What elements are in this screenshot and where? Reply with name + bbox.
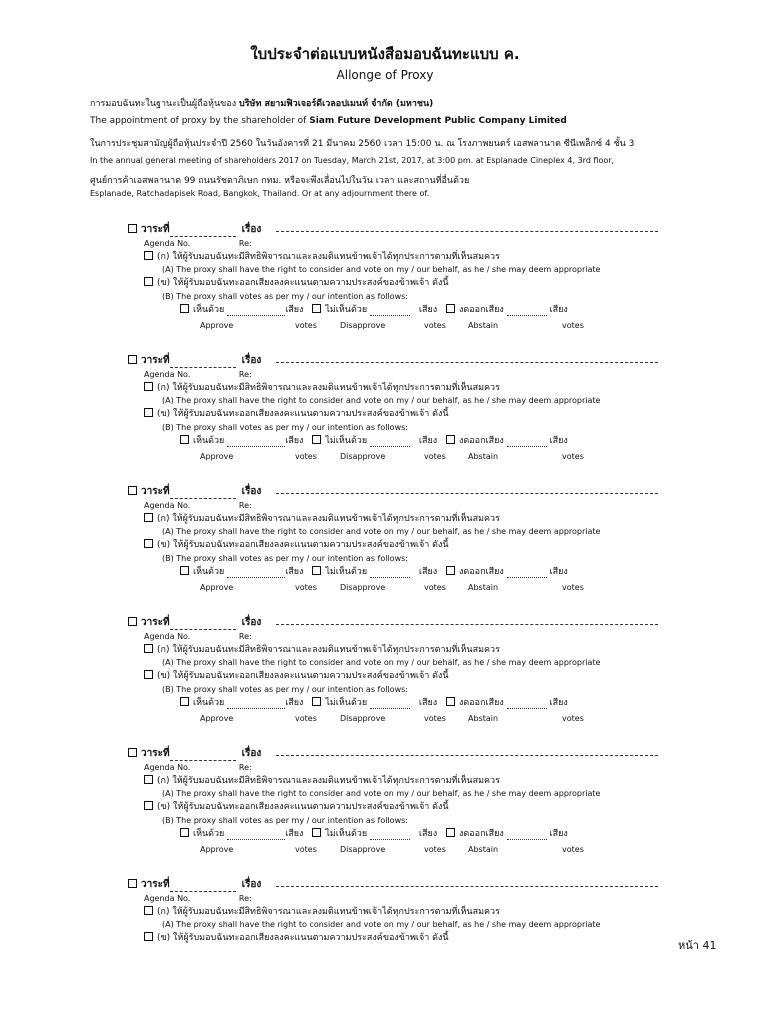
agenda-block — [128, 877, 658, 997]
re-field[interactable] — [276, 755, 658, 756]
agenda-line — [128, 746, 658, 761]
agenda-checkbox[interactable] — [128, 748, 137, 757]
option-a-checkbox[interactable] — [144, 775, 153, 784]
approve-votes-field[interactable] — [227, 438, 285, 447]
header-line-th-venue: ศูนย์การค้าเอสพลานาด 99 ถนนรัชดาภิเษก กทม. หรือจะพึงเลื่อนไปในวัน เวลา และสถานที่อื่นด้วย — [90, 176, 470, 186]
approve-en: Approve — [200, 321, 234, 330]
vote-row: เห็นด้วย เสียง ไม่เห็นด้วย เสียง งดออกเสียง เสียง — [180, 695, 568, 709]
agenda-block — [128, 353, 658, 473]
agenda-label: วาระที่ — [141, 224, 170, 235]
agenda-number-field[interactable] — [170, 489, 236, 499]
disapprove-checkbox[interactable] — [312, 304, 321, 313]
agenda-number-field[interactable] — [170, 620, 236, 630]
header-line-en-shareholder: The appointment of proxy by the shareholder of Siam Future Development Public Company Limited — [90, 116, 567, 126]
option-a-en: (A) The proxy shall have the right to consider and vote on my / our behalf, as he / she may deem appropriate — [162, 527, 601, 536]
approve-votes-field[interactable] — [227, 831, 285, 840]
agenda-line — [128, 877, 658, 892]
option-b: (ข) ให้ผู้รับมอบฉันทะออกเสียงลงคะแนนตามความประสงค์ของข้าพเจ้า ดังนี้ — [144, 668, 449, 682]
abstain-checkbox[interactable] — [446, 304, 455, 313]
disapprove-votes-field[interactable] — [370, 569, 410, 578]
vote-row: เห็นด้วย เสียง ไม่เห็นด้วย เสียง งดออกเสียง เสียง — [180, 302, 568, 316]
agenda-number-field[interactable] — [170, 227, 236, 237]
option-a-en: (A) The proxy shall have the right to consider and vote on my / our behalf, as he / she may deem appropriate — [162, 265, 601, 274]
agenda-line — [128, 222, 658, 237]
option-b-en: (B) The proxy shall votes as per my / our intention as follows: — [162, 554, 408, 563]
votes-en: votes — [424, 452, 446, 461]
header-line-en-meeting: In the annual general meeting of shareholders 2017 on Tuesday, March 21st, 2017, at 3:00 pm. at Esplanade Cineplex 4, 3rd floor, — [90, 156, 615, 165]
header-line-en-venue: Esplanade, Ratchadapisek Road, Bangkok, Thailand. Or at any adjournment there of. — [90, 189, 430, 198]
approve-checkbox[interactable] — [180, 697, 189, 706]
option-b-checkbox[interactable] — [144, 539, 153, 548]
option-a-en: (A) The proxy shall have the right to consider and vote on my / our behalf, as he / she may deem appropriate — [162, 920, 601, 929]
agenda-checkbox[interactable] — [128, 224, 137, 233]
option-b-en: (B) The proxy shall votes as per my / our intention as follows: — [162, 816, 408, 825]
option-b: (ข) ให้ผู้รับมอบฉันทะออกเสียงลงคะแนนตามความประสงค์ของข้าพเจ้า ดังนี้ — [144, 799, 449, 813]
agenda-no-en: Agenda No. Re: — [144, 501, 252, 510]
disapprove-votes-field[interactable] — [370, 307, 410, 316]
abstain-en: Abstain — [468, 583, 499, 592]
disapprove-en: Disapprove — [340, 452, 386, 461]
option-a: (ก) ให้ผู้รับมอบฉันทะมีสิทธิพิจารณาและลงมติแทนข้าพเจ้าได้ทุกประการตามที่เห็นสมควร — [144, 511, 500, 525]
disapprove-votes-field[interactable] — [370, 438, 410, 447]
votes-en: votes — [295, 714, 317, 723]
agenda-label: วาระที่ — [141, 617, 170, 628]
votes-en: votes — [424, 321, 446, 330]
agenda-line — [128, 353, 658, 368]
votes-en: votes — [424, 583, 446, 592]
abstain-checkbox[interactable] — [446, 697, 455, 706]
re-field[interactable] — [276, 362, 658, 363]
abstain-en: Abstain — [468, 714, 499, 723]
header-line-th-shareholder: การมอบฉันทะในฐานะเป็นผู้ถือหุ้นของ บริษัท สยามฟิวเจอร์ดีเวลอปเมนท์ จำกัด (มหาชน) — [90, 99, 434, 109]
agenda-checkbox[interactable] — [128, 879, 137, 888]
option-a-checkbox[interactable] — [144, 251, 153, 260]
header-line-th-meeting: ในการประชุมสามัญผู้ถือหุ้นประจำปี 2560 ในวันอังคารที่ 21 มีนาคม 2560 เวลา 15:00 น. ณ โรงภาพยนตร์ เอสพลานาด ซีนีเพล็กซ์ 4 ชั้น 3 — [90, 139, 635, 149]
disapprove-votes-field[interactable] — [370, 700, 410, 709]
re-label: เรื่อง — [241, 486, 262, 497]
votes-en: votes — [424, 845, 446, 854]
disapprove-checkbox[interactable] — [312, 435, 321, 444]
document-subtitle: Allonge of Proxy — [336, 68, 434, 82]
approve-en: Approve — [200, 452, 234, 461]
agenda-no-en: Agenda No. Re: — [144, 763, 252, 772]
agenda-no-en: Agenda No. Re: — [144, 239, 252, 248]
approve-checkbox[interactable] — [180, 435, 189, 444]
option-b-checkbox[interactable] — [144, 277, 153, 286]
abstain-votes-field[interactable] — [507, 831, 547, 840]
agenda-label: วาระที่ — [141, 879, 170, 890]
agenda-line — [128, 484, 658, 499]
abstain-votes-field[interactable] — [507, 438, 547, 447]
abstain-en: Abstain — [468, 321, 499, 330]
option-b-checkbox[interactable] — [144, 801, 153, 810]
agenda-checkbox[interactable] — [128, 617, 137, 626]
agenda-block — [128, 484, 658, 604]
agenda-label: วาระที่ — [141, 748, 170, 759]
abstain-en: Abstain — [468, 845, 499, 854]
agenda-number-field[interactable] — [170, 751, 236, 761]
agenda-block — [128, 222, 658, 342]
agenda-label: วาระที่ — [141, 355, 170, 366]
option-b-checkbox[interactable] — [144, 932, 153, 941]
agenda-block — [128, 615, 658, 735]
disapprove-en: Disapprove — [340, 321, 386, 330]
option-a: (ก) ให้ผู้รับมอบฉันทะมีสิทธิพิจารณาและลงมติแทนข้าพเจ้าได้ทุกประการตามที่เห็นสมควร — [144, 773, 500, 787]
abstain-checkbox[interactable] — [446, 566, 455, 575]
disapprove-checkbox[interactable] — [312, 566, 321, 575]
votes-en: votes — [562, 583, 584, 592]
document-title: ใบประจำต่อแบบหนังสือมอบฉันทะแบบ ค. — [250, 45, 520, 63]
approve-votes-field[interactable] — [227, 700, 285, 709]
abstain-checkbox[interactable] — [446, 435, 455, 444]
votes-en: votes — [295, 583, 317, 592]
agenda-block — [128, 746, 658, 866]
vote-row: เห็นด้วย เสียง ไม่เห็นด้วย เสียง งดออกเสียง เสียง — [180, 826, 568, 840]
option-a-checkbox[interactable] — [144, 382, 153, 391]
option-b: (ข) ให้ผู้รับมอบฉันทะออกเสียงลงคะแนนตามความประสงค์ของข้าพเจ้า ดังนี้ — [144, 406, 449, 420]
agenda-number-field[interactable] — [170, 882, 236, 892]
disapprove-checkbox[interactable] — [312, 828, 321, 837]
re-label: เรื่อง — [241, 748, 262, 759]
option-b: (ข) ให้ผู้รับมอบฉันทะออกเสียงลงคะแนนตามความประสงค์ของข้าพเจ้า ดังนี้ — [144, 275, 449, 289]
votes-en: votes — [562, 845, 584, 854]
votes-en: votes — [562, 452, 584, 461]
vote-row: เห็นด้วย เสียง ไม่เห็นด้วย เสียง งดออกเสียง เสียง — [180, 433, 568, 447]
agenda-number-field[interactable] — [170, 358, 236, 368]
approve-votes-field[interactable] — [227, 307, 285, 316]
disapprove-votes-field[interactable] — [370, 831, 410, 840]
option-b-en: (B) The proxy shall votes as per my / our intention as follows: — [162, 685, 408, 694]
approve-en: Approve — [200, 845, 234, 854]
votes-en: votes — [295, 845, 317, 854]
agenda-line — [128, 615, 658, 630]
re-label: เรื่อง — [241, 224, 262, 235]
option-b: (ข) ให้ผู้รับมอบฉันทะออกเสียงลงคะแนนตามความประสงค์ของข้าพเจ้า ดังนี้ — [144, 537, 449, 551]
option-b-en: (B) The proxy shall votes as per my / our intention as follows: — [162, 423, 408, 432]
option-b-checkbox[interactable] — [144, 408, 153, 417]
option-a: (ก) ให้ผู้รับมอบฉันทะมีสิทธิพิจารณาและลงมติแทนข้าพเจ้าได้ทุกประการตามที่เห็นสมควร — [144, 249, 500, 263]
option-a-en: (A) The proxy shall have the right to consider and vote on my / our behalf, as he / she may deem appropriate — [162, 658, 601, 667]
approve-votes-field[interactable] — [227, 569, 285, 578]
option-a: (ก) ให้ผู้รับมอบฉันทะมีสิทธิพิจารณาและลงมติแทนข้าพเจ้าได้ทุกประการตามที่เห็นสมควร — [144, 642, 500, 656]
option-a: (ก) ให้ผู้รับมอบฉันทะมีสิทธิพิจารณาและลงมติแทนข้าพเจ้าได้ทุกประการตามที่เห็นสมควร — [144, 904, 500, 918]
abstain-votes-field[interactable] — [507, 569, 547, 578]
option-a: (ก) ให้ผู้รับมอบฉันทะมีสิทธิพิจารณาและลงมติแทนข้าพเจ้าได้ทุกประการตามที่เห็นสมควร — [144, 380, 500, 394]
approve-checkbox[interactable] — [180, 566, 189, 575]
abstain-votes-field[interactable] — [507, 307, 547, 316]
option-b-en: (B) The proxy shall votes as per my / our intention as follows: — [162, 292, 408, 301]
re-label: เรื่อง — [241, 617, 262, 628]
option-a-checkbox[interactable] — [144, 644, 153, 653]
abstain-checkbox[interactable] — [446, 828, 455, 837]
option-b: (ข) ให้ผู้รับมอบฉันทะออกเสียงลงคะแนนตามความประสงค์ของข้าพเจ้า ดังนี้ — [144, 930, 449, 944]
votes-en: votes — [295, 321, 317, 330]
agenda-no-en: Agenda No. Re: — [144, 632, 252, 641]
disapprove-en: Disapprove — [340, 583, 386, 592]
agenda-no-en: Agenda No. Re: — [144, 370, 252, 379]
approve-en: Approve — [200, 583, 234, 592]
re-field[interactable] — [276, 886, 658, 887]
votes-en: votes — [562, 714, 584, 723]
agenda-checkbox[interactable] — [128, 355, 137, 364]
option-a-checkbox[interactable] — [144, 906, 153, 915]
option-b-checkbox[interactable] — [144, 670, 153, 679]
approve-checkbox[interactable] — [180, 828, 189, 837]
vote-row: เห็นด้วย เสียง ไม่เห็นด้วย เสียง งดออกเสียง เสียง — [180, 564, 568, 578]
disapprove-en: Disapprove — [340, 714, 386, 723]
re-label: เรื่อง — [241, 879, 262, 890]
re-field[interactable] — [276, 624, 658, 625]
agenda-label: วาระที่ — [141, 486, 170, 497]
re-field[interactable] — [276, 231, 658, 232]
option-a-en: (A) The proxy shall have the right to consider and vote on my / our behalf, as he / she may deem appropriate — [162, 789, 601, 798]
votes-en: votes — [295, 452, 317, 461]
disapprove-checkbox[interactable] — [312, 697, 321, 706]
page-number: หน้า 41 — [678, 939, 717, 952]
disapprove-en: Disapprove — [340, 845, 386, 854]
abstain-en: Abstain — [468, 452, 499, 461]
re-label: เรื่อง — [241, 355, 262, 366]
re-field[interactable] — [276, 493, 658, 494]
approve-en: Approve — [200, 714, 234, 723]
option-a-checkbox[interactable] — [144, 513, 153, 522]
abstain-votes-field[interactable] — [507, 700, 547, 709]
votes-en: votes — [424, 714, 446, 723]
agenda-no-en: Agenda No. Re: — [144, 894, 252, 903]
votes-en: votes — [562, 321, 584, 330]
agenda-checkbox[interactable] — [128, 486, 137, 495]
option-a-en: (A) The proxy shall have the right to consider and vote on my / our behalf, as he / she may deem appropriate — [162, 396, 601, 405]
approve-checkbox[interactable] — [180, 304, 189, 313]
